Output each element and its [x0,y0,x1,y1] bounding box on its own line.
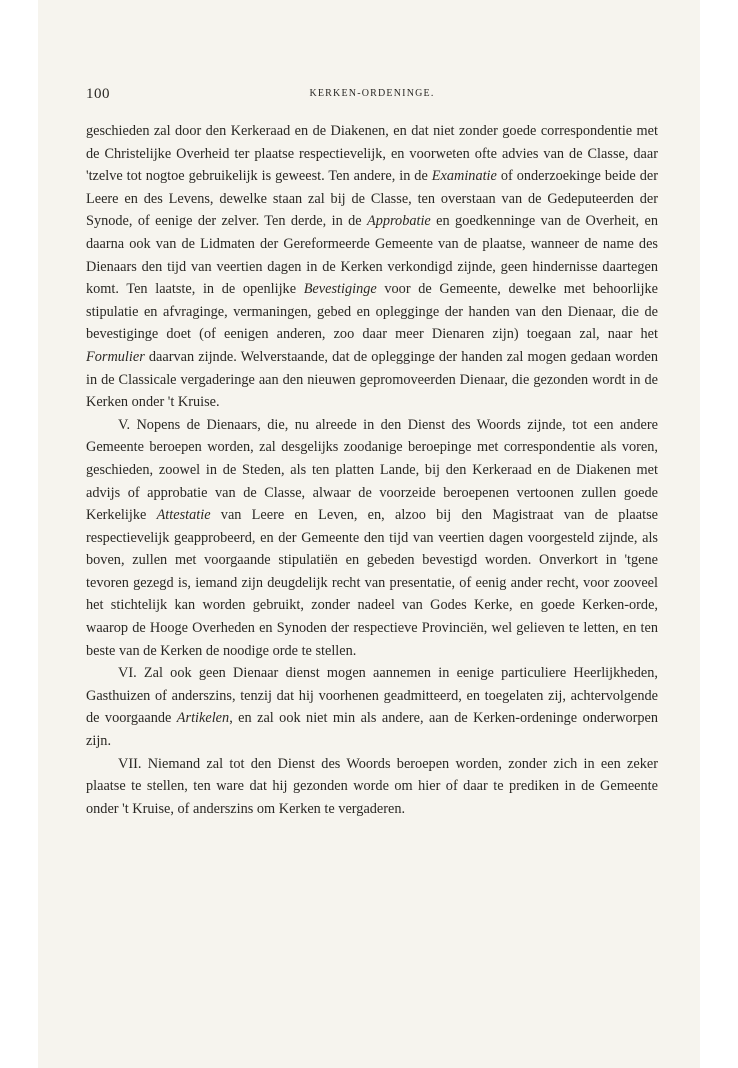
text-run: V. Nopens de Dienaars, die, nu alreede in den Dienst des Woords zijnde, tot een andere Gemeente beroepen worden, zal desgelijks zoodanige beroepinge met correspondentie als voren, geschieden, zoowel in de Steden, als ten platten Lande, bij den Kerkeraad en de Diakenen met advijs of approbatie van de Classe, alwaar de voorzeide beroepenen vertoonen zullen goede Kerkelijke [86,416,658,524]
article-vii [86,753,658,821]
text-run: VI. Zal ook geen Dienaar dienst mogen aannemen in eenige particuliere Heerlijkheden, Gasthuizen of anderszins, tenzij dat hij voorhenen geadmitteerd, en toegelaten zij, achtervolgende de voorgaande [86,665,658,727]
text-run: VII. Niemand zal tot den Dienst des Woords beroepen worden, zonder zich in een zeker plaatse te stellen, ten ware dat hij gezonden worde om hier of daar te prediken in de Gemeente onder 't Kruise, of anderszins om Kerken te vergaderen. [86,755,658,817]
text-run: van Leere en Leven, en, alzoo bij den Magistraat van de plaatse respectievelijk geapprobeerd, en der Gemeente den tijd van veertien dagen voorgesteld zijnde, als boven, zullen met voorgaande stipulatiën en gebeden bevestigd worden. Onverkort in 'tgene tevoren gezegd is, iemand zijn deugdelijk recht van presentatie, of eenig ander recht, voor zooveel het stichtelijk kan worden gebruikt, zonder nadeel van Godes Kerke, en goede Kerken-orde, waarop de Hooge Overheden en Synoden der respectieve Provinciën, wel gelieven te letten, en ten beste van de Kerken de noodige orde te stellen. [86,507,658,659]
right-margin [700,0,738,1068]
text-run: , en zal ook niet min als andere, aan de Kerken-ordeninge onderworpen zijn. [86,710,658,750]
running-title: KERKEN-ORDENINGE. [309,88,435,99]
italic-term: Bevestiginge [303,281,377,298]
left-margin [0,0,38,1068]
body-text [86,120,658,820]
page-number: 100 [86,86,110,102]
text-run: of onderzoekinge beide der Leere en des Levens, dewelke staan zal bij de Classe, ten overstaan van de Gedeputeerden der Synode, of eenige der zelver. Ten derde, in de [86,168,658,230]
text-run: en goedkenninge van de Overheit, en daarna ook van de Lidmaten der Gereformeerde Gemeente van de plaatse, wanneer de name des Dienaars den tijd van veertien dagen in de Kerken verkondigd zijnde, geen hindernisse daartegen komt. Ten laatste, in de openlijke [86,213,658,298]
page-header [86,86,658,108]
article-v [86,414,658,663]
italic-term: Formulier [86,348,145,365]
paragraph-continuation [86,120,658,414]
italic-term: Approbatie [366,213,431,230]
text-run: voor de Gemeente, dewelke met behoorlijke stipulatie en afvraginge, vermaningen, gebed en oplegginge der handen van den Dienaar, die de bevestiginge doet (of eenigen anderen, zoo daar meer Dienaren zijn) toegaan zal, naar het [86,281,658,343]
italic-term: Artikelen [176,710,230,727]
text-run: geschieden zal door den Kerkeraad en de Diakenen, en dat niet zonder goede correspondentie met de Christelijke Overheid ter plaatse respectievelijk, en voorweten ofte advies van de Classe, daar 'tzelve tot nogtoe gebruikelijk is geweest. Ten andere, in de [86,123,658,185]
italic-term: Attestatie [156,507,211,524]
article-vi [86,662,658,752]
text-run: daarvan zijnde. Welverstaande, dat de oplegginge der handen zal mogen gedaan worden in de Classicale vergaderinge aan den nieuwen gepromoveerden Dienaar, die gezonden wordt in de Kerken onder 't Kruise. [86,348,658,411]
italic-term: Examinatie [431,168,497,185]
